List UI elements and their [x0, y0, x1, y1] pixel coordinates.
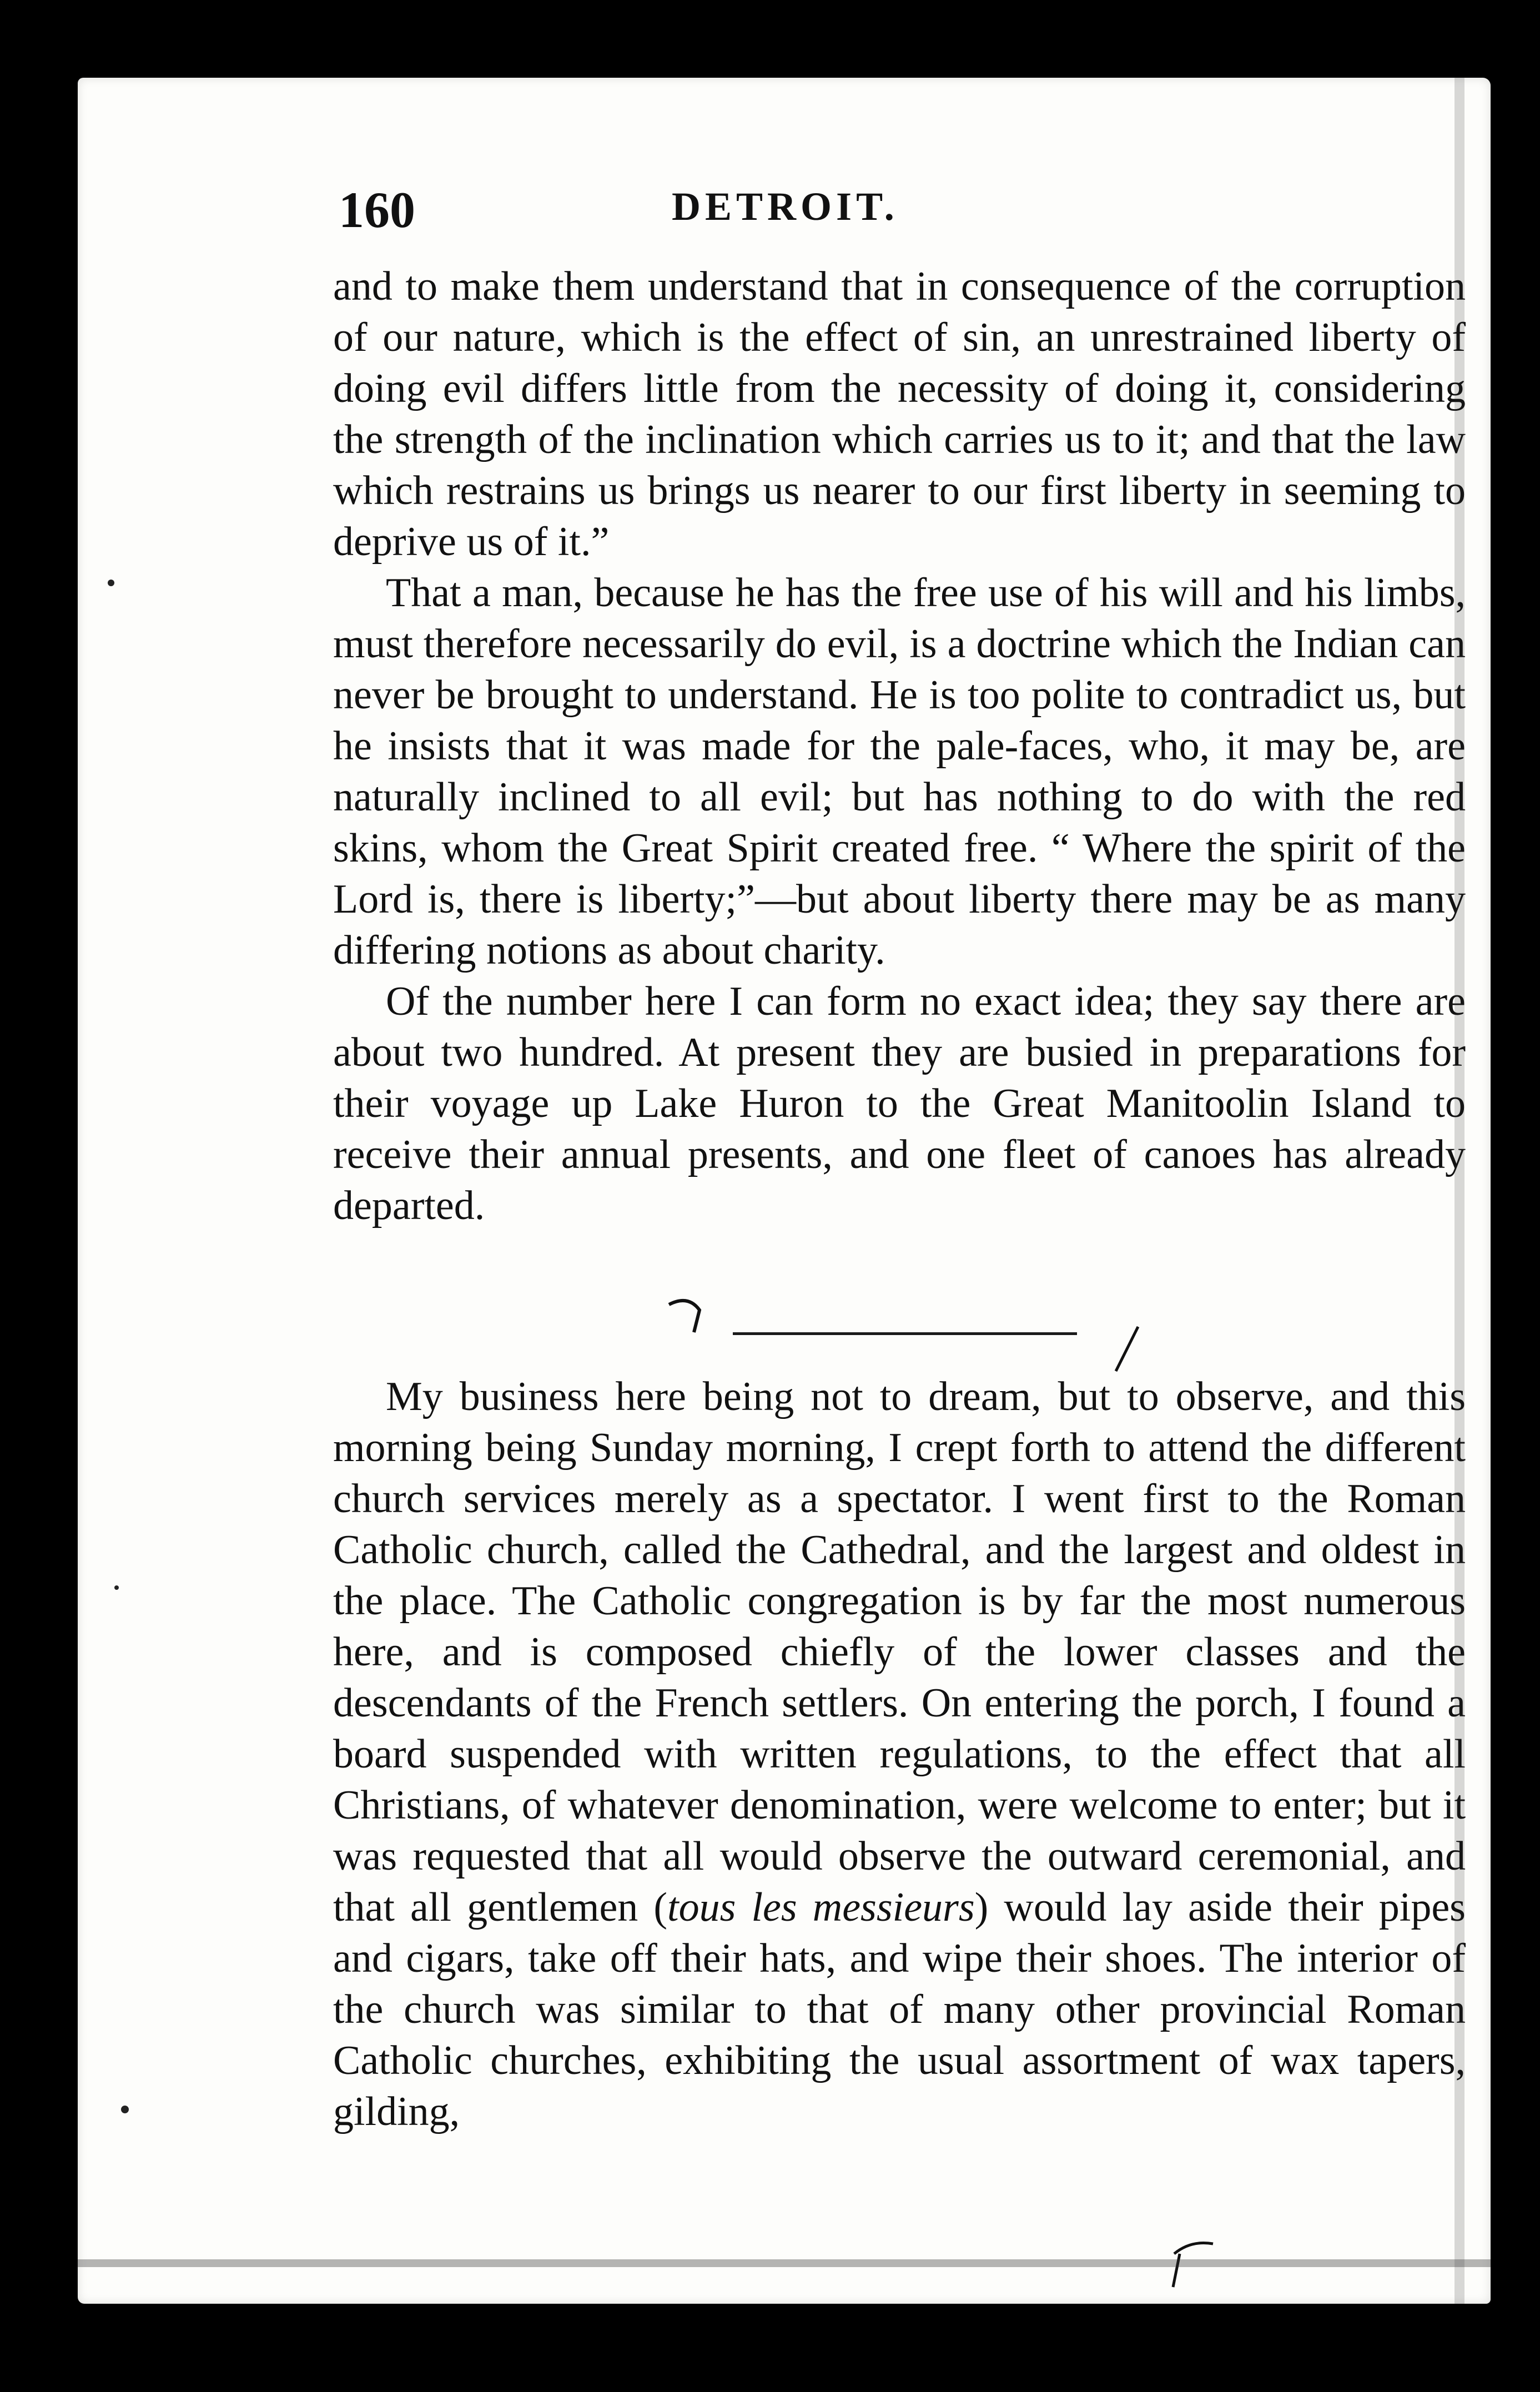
paragraph-number-here: Of the number here I can form no exact idea; they say there are about two hundred. At present they are busied in preparations for their voyage up Lake Huron to the Great Manitoolin Island to receive their annual presents, and one fleet of canoes has already departed. — [333, 979, 1466, 1228]
paragraph-indian-liberty: That a man, because he has the free use of his will and his limbs, must therefore necessarily do evil, is a doctrine which the Indian can never be brought to understand. He is too polite to contradict us, but he insists that it was made for the pale-faces, who, it may be, are naturally inclined to all evil; but has nothing to do with the red skins, whom the Great Spirit created free. “ Where the spirit of the Lord is, there is liberty;”—but about liberty there may be as many differing notions as about charity. — [333, 570, 1466, 973]
book-page — [78, 78, 1491, 2304]
scan-specks — [78, 78, 1491, 2304]
page-number: 160 — [339, 182, 415, 238]
italic-phrase: tous les messieurs — [667, 1885, 975, 1930]
running-head: DETROIT. — [672, 184, 899, 229]
paragraph-text-end: ) would lay aside their pipes and cigars, take off their hats, and wipe their shoes. The interior of the church was similar to that of many other provincial Roman Catholic churches, exhibiting the usual assortment of wax tapers, gilding, — [333, 1885, 1466, 2134]
paragraph-continuation: and to make them understand that in consequence of the corruption of our nature, which is the effect of sin, an unrestrained liberty of doing evil differs little from the necessity of doing it, considering the strength of the inclination which carries us to it; and that the law which restrains us brings us nearer to our first liberty in seeming to deprive us of it.” — [333, 264, 1466, 565]
paragraph-text-start: My business here being not to dream, but to observe, and this morning being Sunday morning, I crept forth to attend the different church services merely as a spectator. I went first to the Roman Catholic church, called the Cathedral, and the largest and oldest in the place. The Catholic congregation is by far the most numerous here, and is composed chiefly of the lower classes and the descendants of the French settlers. On entering the porch, I found a board suspended with written regulations, to the effect that all Christians, of whatever denomination, were welcome to enter; but it was requested that all would observe the outward ceremonial, and that all gentlemen ( — [333, 1374, 1466, 1930]
